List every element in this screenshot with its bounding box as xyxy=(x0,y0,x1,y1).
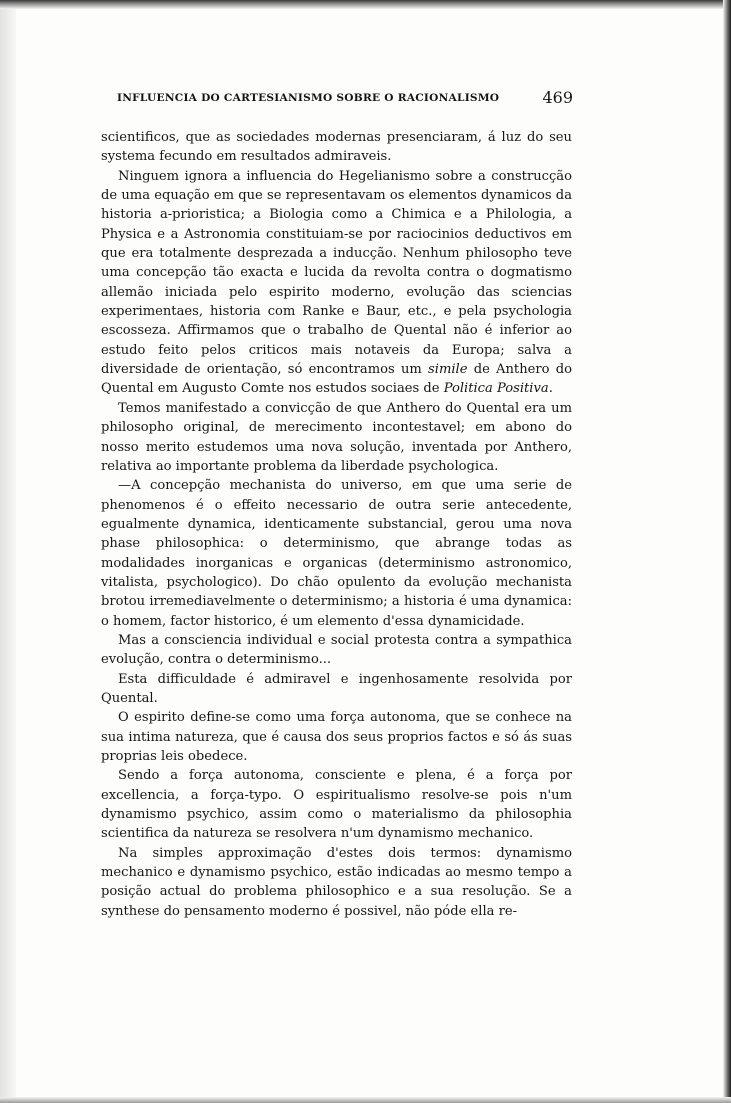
paragraph-text: —A concepção mechanista do universo, em que uma serie de phenomenos é o effeito necessario de outra serie antecedente, egualmente dynamica, identicamente substancial, gerou uma nova phase philosophica: o determinismo, que abrange todas as modalidades inorganicas e organicas (determinismo astronomico, vitalista, psychologico). Do chão opulento da evolução mechanista brotou irremediavelmente o determinismo; a historia é uma dynamica: o homem, factor historico, é um elemento d'essa dynamicidade. xyxy=(101,478,572,629)
paragraph-text: de Anthero do Quental em Augusto Comte nos estudos sociaes de xyxy=(101,362,573,397)
running-head-title: INFLUENCIA DO CARTESIANISMO SOBRE O RACIONALISMO xyxy=(117,92,500,104)
page-bottom-edge xyxy=(0,1097,731,1103)
page-right-edge xyxy=(723,0,731,1103)
paragraph xyxy=(101,399,572,476)
running-head xyxy=(117,88,573,110)
paragraph xyxy=(101,708,572,766)
paragraph-text: Na simples approximação d'estes dois termos: dynamismo mechanico e dynamismo psychico, estão indicadas ao mesmo tempo a posição actual do problema philosophico e a sua resolução. Se a synthese do pensamento moderno é possivel, não póde ella re- xyxy=(101,845,572,919)
page-left-edge xyxy=(0,0,16,1103)
italic-text: simile xyxy=(428,362,468,378)
paragraph-text: Ninguem ignora a influencia do Hegelianismo sobre a construcção de uma equação em que se representavam os elementos dynamicos da historia a-prioristica; a Biologia como a Chimica e a Philologia, a Physica e a Astronomia constituiam-se por raciocinios deductivos em que era totalmente desprezada a inducção. Nenhum philosopho teve uma concepção tão exacta e lucida da revolta contra o dogmatismo allemão iniciada pelo espirito moderno, evolução das sciencias experimentaes, historia com Ranke e Baur, etc., e pela psychologia escosseza. Affirmamos que o trabalho de Quental não é inferior ao estudo feito pelos criticos mais notaveis da Europa; salva a diversidade de orientação, só encontramos um xyxy=(101,168,572,378)
paragraph xyxy=(101,128,572,167)
paragraph xyxy=(101,670,572,709)
paragraph xyxy=(101,844,572,921)
italic-text: Politica Positiva xyxy=(443,381,549,397)
paragraph-text: Mas a consciencia individual e social protesta contra a sympathica evolução, contra o determinismo... xyxy=(101,632,572,668)
paragraph-text: O espirito define-se como uma força autonoma, que se conhece na sua intima natureza, que é causa dos seus proprios factos e só ás suas proprias leis obedece. xyxy=(101,710,572,764)
paragraph xyxy=(101,766,572,843)
page-number: 469 xyxy=(542,88,573,107)
paragraph-text: Esta difficuldade é admiravel e ingenhosamente resolvida por Quental. xyxy=(101,671,572,706)
paragraph-text: Temos manifestado a convicção de que Anthero do Quental era um philosopho original, de merecimento incontestavel; em abono do nosso merito estudemos uma nova solução, inventada por Anthero, relativa ao importante problema da liberdade psychologica. xyxy=(101,400,572,474)
paragraph-text: . xyxy=(548,381,553,397)
page-top-edge xyxy=(0,0,731,9)
paragraph xyxy=(101,631,572,670)
paragraph-text: scientificos, que as sociedades modernas presenciaram, á luz do seu systema fecundo em resultados admiraveis. xyxy=(101,130,572,165)
paragraph-text: Sendo a força autonoma, consciente e plena, é a força por excellencia, a força-typo. O espiritualismo resolve-se pois n'um dynamismo psychico, assim como o materialismo da philosophia scientifica da natureza se resolvera n'um dynamismo mechanico. xyxy=(101,768,572,842)
paragraph xyxy=(101,476,572,631)
body-text xyxy=(101,128,572,921)
paragraph xyxy=(101,167,572,399)
